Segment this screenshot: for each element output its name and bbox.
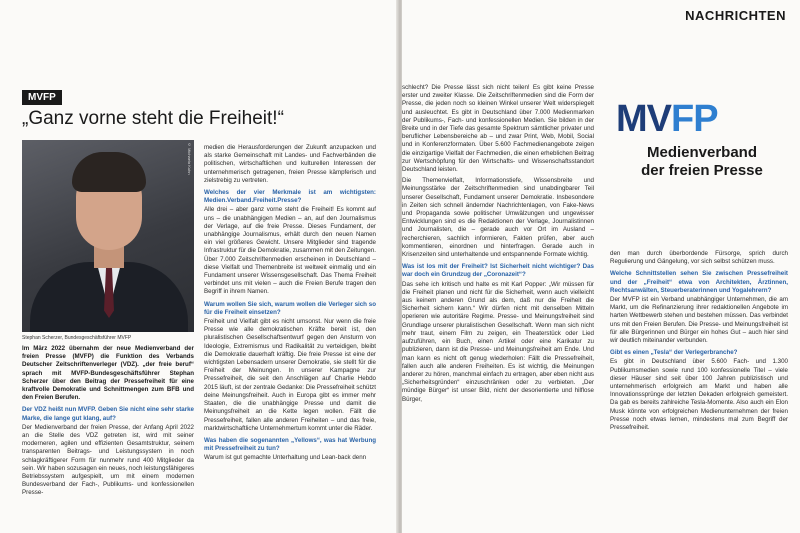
headline: „Ganz vorne steht die Freiheit!“	[22, 108, 284, 129]
logo-mark-fp: FP	[671, 98, 718, 140]
logo-mark	[616, 98, 784, 140]
section-label: NACHRICHTEN	[685, 8, 786, 23]
photo-credit: © Michaela Kuhn	[187, 142, 192, 175]
kicker-label: MVFP	[22, 90, 62, 105]
answer-1: Der Medienverband der freien Presse, der Anfang April 2022 an die Stelle des VDZ getreten ist, wird mit seiner moderneren, agilen und effizienten Gesamtstruktur, seinem transparenten Beitrags- und Leistungssystem in noch schlagkräftigerer Form für nunmehr rund 400 Mitglieder da sein. Wir haben sozusagen ein neues, noch leistungsfähigeres Betriebssystem aufgespielt, um mit einem modernen Bundesverband der Fach-, Publikums- und konfessionellen Presse-	[22, 423, 194, 497]
logo-line-1: Medienverband	[646, 144, 758, 161]
answer-4: Warum ist gut gemachte Unterhaltung und Lean-back denn	[204, 454, 367, 462]
column-3-paragraph: Die Themenvielfalt, Informationstiefe, Wissensbreite und Meinungsstärke der Zeitschriftenmedien sind unabdingbarer Teil unserer Gesellschaft, Fundament unserer Demokratie. Insbesondere in Zeiten sich schnell ändernder Nachrichtenlagen, von Fake-News und Propaganda sowie politischer Umwälzungen und ungewisser Entwicklungen sind es die Redaktionen der Verlage, Journalistinnen und Journalisten, die – gerade auch vor Ort im Ausland – recherchieren, sachlich informieren, Fakten prüfen, aber auch kommentieren, einordnen und hinterfragen. Gerade auch in Krisenzeiten sind unterhaltende und entspannende Formate wichtig.	[402, 177, 594, 259]
logo-mark-mv: MV	[616, 98, 671, 140]
answer-5: Das sehe ich kritisch und halte es mit Karl Popper: „Wir müssen für die Freiheit planen und nicht für die Sicherheit, wenn auch vielleicht aus keinem anderen Grund als dem, daß nur die Freiheit die Sicherheit sichern kann.“ Wir dürfen nicht mit denselben Mitteln operieren wie autoritäre Regime. Presse- und Meinungsfreiheit sind Grundlage unserer pluralistischen Gesellschaft. Wenn man sich nicht mehr traut, einem Film zu zeigen, ein Theaterstück oder Lied aufzuführen, ein Buch, einen Artikel oder eine Karikatur zu publizieren, dann ist die Presse- und Meinungsfreiheit am Ende. Und man kann es nicht oft genug wiederholen: Fällt die Pressefreiheit, fallen auch alle anderen Freiheiten. Es ist wichtig, die Meinungen anderer zu hören, manchmal einfach zu ertragen, aber eben nicht aus „Sicherheitsgründen“ einzuschränken oder zu verbieten. „Der mündige Bürger“ ist unser Bild, nicht der desorientierte und hilflose Bürger,	[402, 280, 594, 403]
question-4: Was haben die sogenannten „Yellows“, was hat Werbung mit Pressefreiheit zu tun?	[204, 436, 376, 453]
logo-wordmark	[620, 144, 784, 180]
question-6: Welche Schnittstellen sehen Sie zwischen Pressefreiheit und der „Freiheit“ etwa von Architekten, Ärztinnen, Rechtsanwälten, Steuerberaterinnen und Yogalehrern?	[610, 270, 788, 294]
mvfp-logo	[616, 98, 784, 188]
answer-7: Es gibt in Deutschland über 5.600 Fach- und 1.300 Publikumsmedien sowie rund 100 konfessionelle Titel – viele dieser Häuser sind seit über 100 Jahren publizistisch und unternehmerisch erfolgreich am Markt und haben alle Innovationssprünge der letzten Dekaden erfolgreich gemeistert. Da gab es bereits zahlreiche Tesla-Momente. Also auch ein Elon Musk könnte von erfolgreichen Medienunternehmen der freien Presse noch etwas lernen, mindestens mal zum Begriff der Pressefreiheit.	[610, 358, 788, 432]
answer-6: Der MVFP ist ein Verband unabhängiger Unternehmen, die am Markt, um die Refinanzierung ihrer redaktionellen Angebote im harten Wettbewerb stehen und bestehen müssen. Das verbindet uns mit den Freien Berufen. Die Presse- und Meinungsfreiheit ist für alle Bürgerinnen und Bürger ein hohes Gut – auch hier sind wir deutlich miteinander verbunden.	[610, 296, 788, 345]
lead-paragraph: Im März 2022 übernahm der neue Medienverband der freien Presse (MVFP) die Funktion des Verbands Deutscher Zeitschriftenverleger (VDZ). „der freie beruf“ sprach mit MVFP-Bundesgeschäftsführer Stephan Scherzer über den Beitrag der Pressefreiheit für eine kraftvolle Demokratie und Schnittmengen zum BFB und den Freien Berufen.	[22, 345, 194, 402]
photo-caption: Stephan Scherzer, Bundesgeschäftsführer MVFP	[22, 335, 132, 341]
portrait-photo	[22, 140, 194, 332]
question-5: Was ist los mit der Freiheit? Ist Sicherheit nicht wichtiger? Das war doch ein Grundzug der „Coronazeit“?	[402, 263, 594, 279]
logo-line-2: der freien Presse	[641, 162, 763, 179]
column-2-continuation: medien die Herausforderungen der Zukunft anzupacken und als starke Gemeinschaft mit Landes- und Fachverbänden die politischen, wirtschaftlichen und kulturellen Interessen der unternehmerisch getragenen, freien Presse kämpferisch und zielstrebig zu vertreten.	[204, 144, 376, 184]
question-3: Warum wollen Sie sich, warum wollen die Verleger sich so für die Freiheit einsetzen?	[204, 300, 376, 316]
question-1: Der VDZ heißt nun MVFP. Geben Sie nicht eine sehr starke Marke, die lange gut klang, auf?	[22, 406, 194, 422]
answer-2: Alle drei – aber ganz vorne steht die Freiheit! Es kommt auf uns – die unabhängigen Medien – an, auf den Journalismus der Verlage, auf die freie Presse. Dieses Fundament, der unabhängige Journalismus, erhält durch den neuen Namen ein viel größeres Gewicht. Unsere Mitglieder sind tragende Infrastruktur für die Demokratie, zusammen mit den Zeitungen. Über 7.000 Zeitschriftenmedien erscheinen in Deutschland – diese Vielfalt und Themenbreite ist weltweit einmalig und ein Fundament unserer Wissensgesellschaft. Das Thema Freiheit verbindet uns mit vielen – auch die Freien Berufe tragen den Begriff in ihrem Namen.	[204, 206, 376, 296]
right-page	[402, 0, 800, 533]
column-4-continuation: den man durch überbordende Fürsorge, sprich durch Regulierung und Gängelung, vor sich selbst schützen muss.	[610, 250, 788, 266]
answer-3: Freiheit und Vielfalt gibt es nicht umsonst. Nur wenn die freie Presse wie alle demokratischen Kräfte bereit ist, den pluralistischen Gesellschaftsentwurf gegen den Ansturm von Ideologie, Extremismus und Radikalität zu verteidigen, bleibt die Demokratie dauerhaft kräftig. Die freie Presse ist eine der wichtigsten Lebensadern unserer Demokratie, sie stellt für die Freiheit der Meinungen. In unserer Kampagne zur Pressefreiheit, die seit den Anschlägen auf Charlie Hebdo 2015 läuft, ist der zentrale Gedanke: Die Pressefreiheit schützt deine Meinungsfreiheit. Auch in Europa gibt es immer mehr Staaten, die die unabhängige Presse und damit die Meinungsfreiheit an die Kette legen wollen. Fällt die Pressefreiheit, fallen alle anderen Freiheiten – und das freie, marktwirtschaftliche Unternehmertum kommt unter die Räder.	[204, 318, 376, 432]
column-2	[204, 144, 376, 532]
column-3	[402, 84, 594, 530]
left-page	[0, 0, 398, 533]
column-4	[610, 250, 788, 530]
question-2: Welches der vier Merkmale ist am wichtigsten: Medien.Verband.Freiheit.Presse?	[204, 189, 376, 205]
column-3-continuation: schlecht? Die Presse lässt sich nicht teilen! Es gibt keine Presse erster und zweiter Klasse. Die Zeitschriftenmedien sind die Form der Presse, die jeden noch so kleinen Winkel unserer Welt widerspiegelt und ausleuchtet. Es gibt in Deutschland über 7.000 Medienmarken der Publikums-, Fach- und konfessionellen Medien. Sie bilden in der Breite und in der Tiefe das gesamte Spektrum sämtlicher privater und beruflicher Lebensbereiche ab – und zwar Print, Web, Mobil, Social und in Konferenzformaten. Über 5.600 Fachmedienangebote zeigen die einzigartige Vielfalt der Fachmedien, die einen erheblichen Beitrag zur Wertschöpfung für den Wirtschafts- und Wissenschaftsstandort Deutschland leisten.	[402, 84, 594, 174]
column-1	[22, 345, 194, 531]
question-7: Gibt es einen „Tesla“ der Verlegerbranche?	[610, 349, 738, 357]
